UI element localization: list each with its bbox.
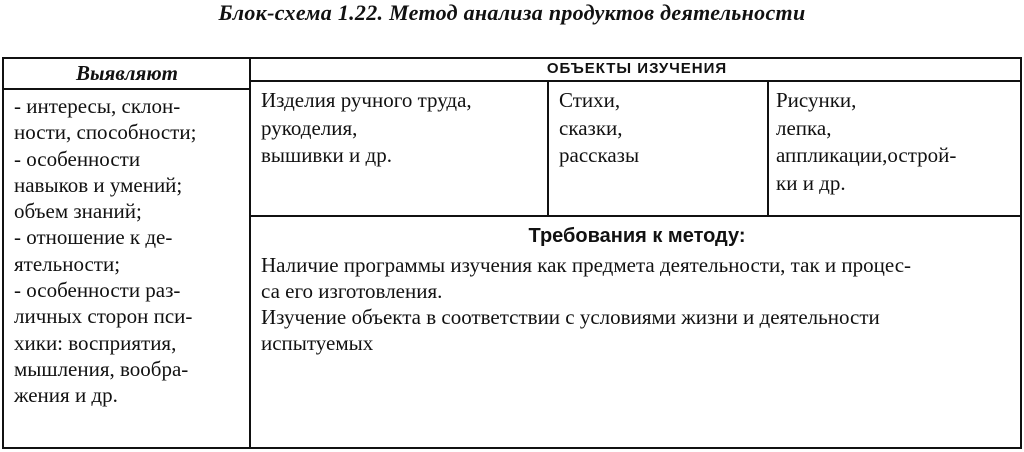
objects-header: ОБЪЕКТЫ ИЗУЧЕНИЯ (546, 60, 728, 77)
left-header-rule (4, 88, 249, 90)
column-divider (249, 59, 251, 447)
method-table (2, 57, 1022, 449)
object-line: рукоделия, (261, 115, 358, 140)
object-line: лепка, (776, 115, 832, 140)
reveals-line: - отношение к де- (14, 225, 173, 250)
object-line: вышивки и др. (261, 143, 392, 167)
object-cell-art (776, 87, 1018, 197)
requirements-line: испытуемых (261, 331, 374, 355)
reveals-line: - особенности раз- (14, 278, 181, 303)
object-line: аппликации,острой- (776, 143, 957, 167)
reveals-header: Выявляют (75, 61, 179, 85)
reveals-line: ности, способности; (14, 120, 197, 145)
reveals-line: навыков и умений; (14, 172, 183, 197)
requirements-rule (251, 215, 1020, 217)
requirements-title: Требования к методу: (528, 225, 746, 247)
object-line: ки и др. (776, 170, 846, 195)
page-title: Блок-схема 1.22. Метод анализа продуктов деятельности (218, 0, 806, 25)
object-cell-handicraft (261, 87, 543, 170)
objects-divider-2 (767, 82, 769, 217)
reveals-line: - особенности (14, 146, 141, 171)
reveals-line: личных сторон пси- (14, 304, 193, 329)
reveals-line: объем знаний; (14, 199, 142, 224)
requirements-line: са его изготовления. (261, 279, 443, 303)
reveals-line: хики: восприятия, (14, 330, 177, 355)
object-line: Стихи, (559, 88, 621, 112)
requirements-line: Наличие программы изучения как предмета деятельности, так и процес- (261, 253, 912, 277)
object-line: сказки, (559, 115, 623, 140)
reveals-list (14, 93, 246, 409)
requirements-text (261, 252, 1013, 356)
reveals-line: - интересы, склон- (14, 94, 181, 118)
requirements-line: Изучение объекта в соответствии с условиями жизни и деятельности (261, 305, 880, 329)
objects-divider-1 (547, 82, 549, 217)
object-line: Изделия ручного труда, (261, 88, 472, 112)
reveals-line: мышления, вообра- (14, 356, 189, 381)
object-cell-literature (559, 87, 763, 170)
right-header-rule (251, 80, 1020, 82)
reveals-line: ятельности; (14, 251, 121, 276)
reveals-line: жения и др. (14, 383, 118, 408)
object-line: Рисунки, (776, 88, 857, 112)
object-line: рассказы (559, 143, 640, 167)
